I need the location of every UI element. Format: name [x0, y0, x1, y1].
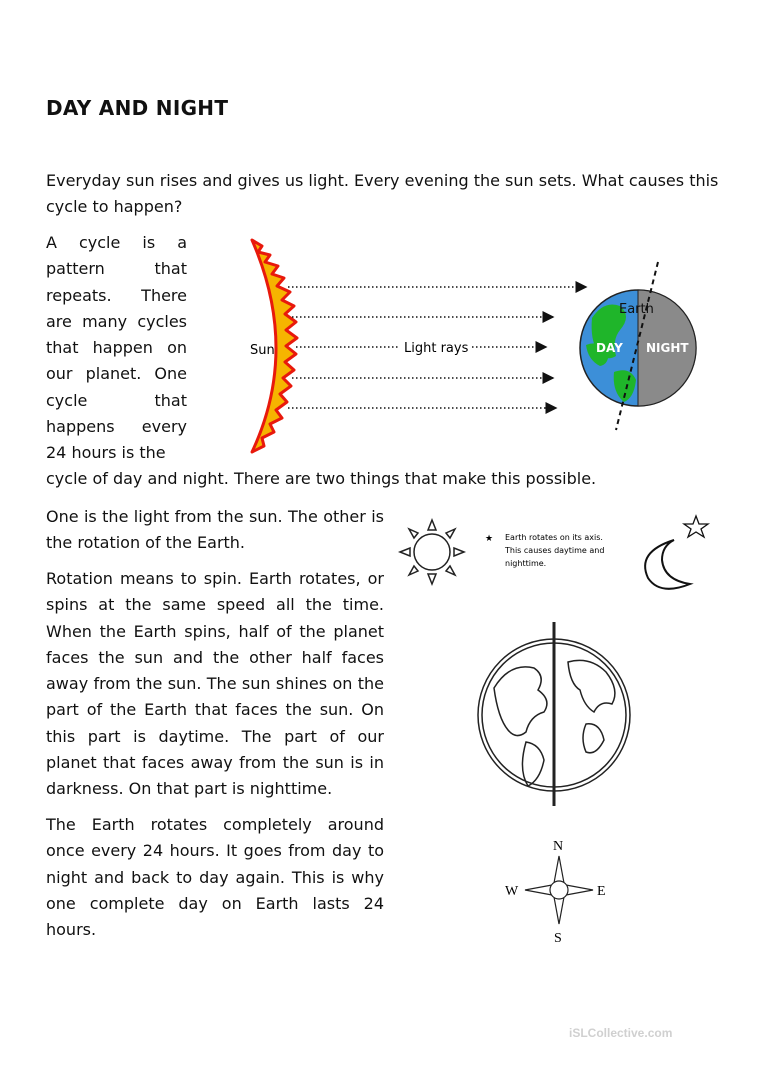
day-label: DAY: [596, 341, 623, 355]
star-icon: [684, 516, 708, 537]
page-title: DAY AND NIGHT: [46, 96, 229, 120]
compass-south-label: S: [554, 931, 562, 946]
cycle-paragraph-end: cycle of day and night. There are two things that make this possible.: [46, 469, 597, 488]
compass-north-label: N: [553, 839, 564, 854]
moon-icon: [645, 540, 690, 589]
watermark-footer: iSLCollective.com: [569, 1026, 673, 1040]
earth-rotation-paragraph: The Earth rotates completely around once every 24 hours. It goes from day to night and back to day again. This is why one complete day on Earth lasts 24 hours.: [46, 815, 384, 940]
light-rays-label: Light rays: [404, 341, 469, 356]
globe-with-axis: [478, 622, 630, 806]
light-rotation-paragraph: One is the light from the sun. The other is the rotation of the Earth.: [46, 507, 384, 553]
night-label: NIGHT: [646, 341, 689, 355]
rotation-paragraph: Rotation means to spin. Earth rotates, or spins at the same speed all the time. When the Earth spins, half of the planet faces the sun and the other half faces away from the sun. The sun shines on the part of the Earth that faces the sun. On this part is daytime. The part of our planet that faces away from the sun is in darkness. On that part is nighttime.: [46, 569, 384, 799]
compass-rose-icon: [525, 856, 593, 924]
caption-line-3: nighttime.: [505, 559, 547, 568]
cycle-paragraph: A cycle is a pattern that repeats. There are many cycles that happen on our planet. One cycle that happens every 24 hours is the: [46, 233, 187, 463]
earth-label: Earth: [619, 302, 654, 317]
caption-line-1: Earth rotates on its axis.: [505, 533, 603, 542]
star-bullet-icon: ★: [485, 534, 494, 544]
compass-east-label: E: [597, 884, 606, 899]
caption-line-2: This causes daytime and: [505, 546, 605, 555]
intro-paragraph: Everyday sun rises and gives us light. Every evening the sun sets. What causes this cycle to happen?: [46, 171, 719, 217]
compass-west-label: W: [505, 884, 519, 899]
sun-icon: [400, 520, 464, 584]
sun-label: Sun: [250, 343, 275, 358]
